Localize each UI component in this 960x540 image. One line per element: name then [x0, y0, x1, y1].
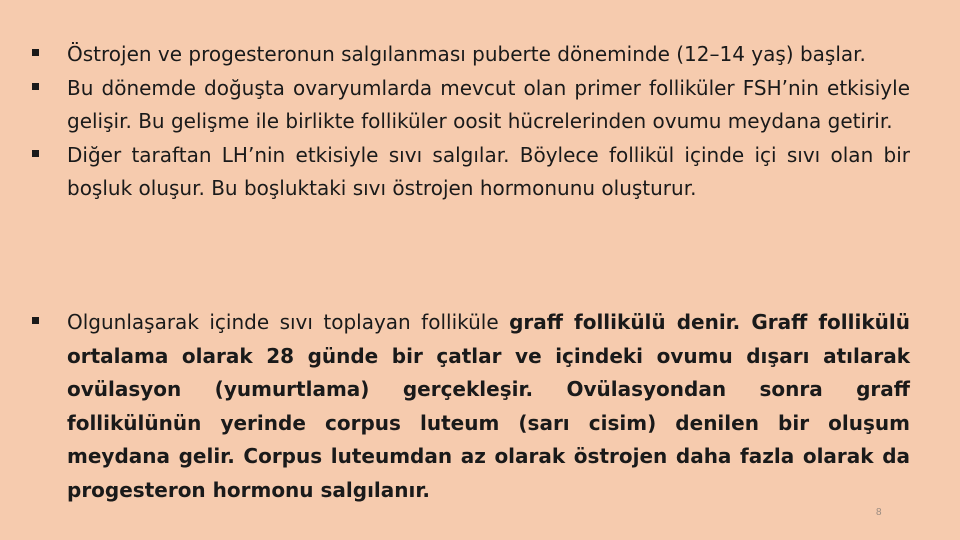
bullet-item — [32, 306, 910, 507]
bullet-list-main — [32, 38, 910, 206]
square-bullet-icon — [32, 150, 39, 157]
bullet-text: Östrojen ve progesteronun salgılanması puberte döneminde (12–14 yaş) başlar. — [67, 42, 866, 66]
page-number: 8 — [876, 507, 882, 518]
bullet-text: Bu dönemde doğuşta ovaryumlarda mevcut olan primer folliküler FSH’nin etkisiyle gelişir. Bu gelişme ile birlikte folliküler oosit hücrelerinden ovumu meydana getirir. — [67, 75, 910, 133]
bullet-text-plain: Olgunlaşarak içinde sıvı toplayan folliküle — [67, 310, 510, 334]
bullet-item — [32, 139, 910, 206]
bullet-list-secondary — [32, 306, 910, 507]
bullet-text-bold: graff follikülü denir. Graff follikülü ortalama olarak 28 günde bir çatlar ve içindeki ovumu dışarı atılarak ovülasyon (yumurtlama) gerçekleşir. Ovülasyondan sonra graff follikülünün yerinde corpus luteum (sarı cisim) denilen bir oluşum meydana gelir. Corpus luteumdan az olarak östrojen daha fazla olarak da progesteron hormonu salgılanır. — [67, 310, 910, 502]
bullet-item — [32, 72, 910, 139]
square-bullet-icon — [32, 49, 39, 56]
bullet-item — [32, 38, 910, 72]
square-bullet-icon — [32, 317, 39, 324]
square-bullet-icon — [32, 83, 39, 90]
bullet-text: Diğer taraftan LH’nin etkisiyle sıvı salgılar. Böylece follikül içinde içi sıvı olan bir boşluk oluşur. Bu boşluktaki sıvı östrojen hormonunu oluşturur. — [67, 142, 910, 200]
